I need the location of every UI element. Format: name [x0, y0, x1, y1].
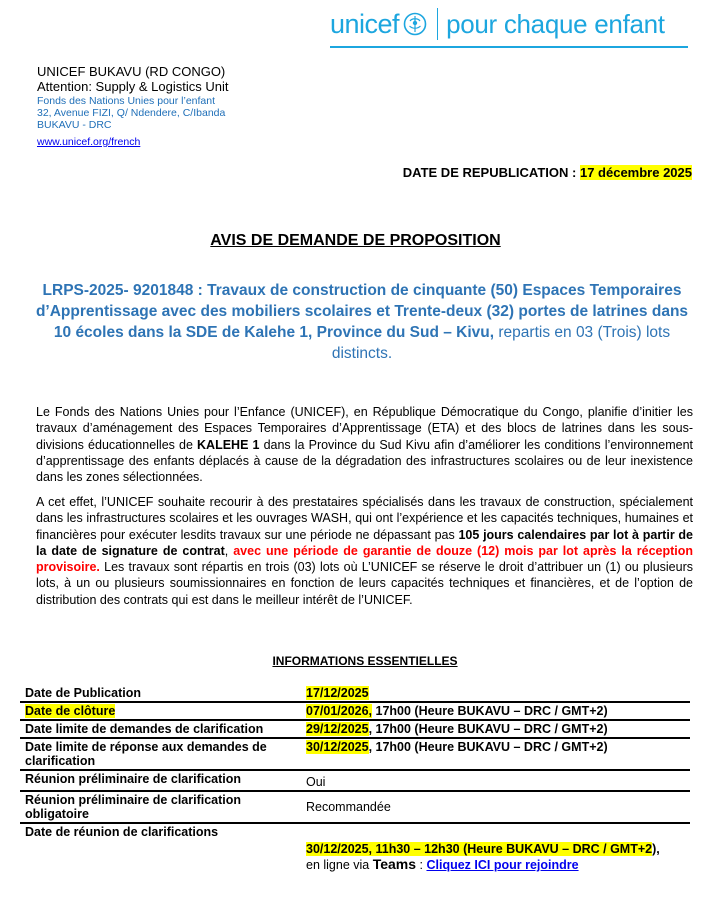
clarification-request-time: , 17h00 (Heure BUKAVU – DRC / GMT+2) [368, 722, 608, 736]
table-row [20, 720, 690, 738]
table-row [20, 702, 690, 720]
row-label: Date de réunion de clarifications [25, 825, 219, 839]
join-meeting-link[interactable]: Cliquez ICI pour rejoindre [426, 858, 579, 872]
row-label [20, 702, 301, 720]
row-value: Recommandée [301, 791, 690, 823]
table-row [20, 685, 690, 702]
republication-date-value: 17 décembre 2025 [579, 165, 692, 180]
reference-normal: repartis en 03 (Trois) lots distincts. [331, 323, 671, 362]
row-value [301, 685, 690, 702]
teams-label: Teams [372, 856, 417, 872]
row-label: Date limite de demandes de clarification [20, 720, 301, 738]
logo-tagline: pour chaque enfant [446, 8, 665, 39]
closing-date-label: Date de clôture [25, 704, 116, 718]
separator-text: : [416, 858, 427, 872]
header-rule [330, 46, 688, 48]
row-label: Réunion préliminaire de clarification obligatoire [20, 791, 301, 823]
clarification-response-time: , 17h00 (Heure BUKAVU – DRC / GMT+2) [368, 740, 608, 754]
publication-date: 17/12/2025 [306, 686, 369, 700]
info-table [20, 685, 690, 873]
table-row [20, 770, 690, 791]
table-row [20, 791, 690, 823]
scope-paragraph [36, 494, 693, 608]
table-row [20, 823, 690, 873]
closing-time: 17h00 (Heure BUKAVU – DRC / GMT+2) [372, 704, 608, 718]
clarification-response-date: 30/12/2025 [306, 740, 369, 754]
p2-text-3: Les travaux sont répartis en trois (03) lots où L’UNICEF se réserve le droit d’attribuer un (1) ou plusieurs lots, à un ou plusieurs soumissionnaires en fonction de leurs capacités techniques et financières, et de l’option de distribution des contrats qui est dans le meilleur intérêt de l’UNICEF. [36, 560, 693, 607]
row-label: Date de Publication [20, 685, 301, 702]
p1-bold: KALEHE 1 [197, 437, 260, 452]
unicef-globe-icon [403, 12, 427, 36]
address-line-1: UNICEF BUKAVU (RD CONGO) [37, 64, 226, 79]
clarification-meeting-suffix: ), [652, 842, 660, 856]
info-section-title: INFORMATIONS ESSENTIELLES [272, 654, 458, 668]
reference-bold: LRPS-2025- 9201848 : Travaux de construction de cinquante (50) Espaces Temporaires d’Apprentissage avec des mobiliers scolaires et Trente-deux (32) portes de latrines dans 10 écoles dans la SDE de Kalehe 1, Province du Sud – Kivu, [35, 282, 689, 341]
p2-text-2: , [224, 543, 234, 558]
p2-warranty-text: avec une période de garantie de douze (12) mois par lot après la réception provisoire. [36, 543, 694, 574]
address-line-2: Attention: Supply & Logistics Unit [37, 79, 229, 95]
row-value [301, 823, 690, 873]
website-link[interactable]: www.unicef.org/french [37, 135, 141, 148]
logo-wordmark: unicef [330, 8, 400, 39]
p1-text-2: dans la Province du Sud Kivu afin d’améliorer les conditions l’environnement d’apprentissage des enfants déplacés à cause de la dégradation des infrastructures scolaires ou de leur inexistence dans les zones sélectionnées. [36, 437, 693, 484]
row-value [301, 702, 690, 720]
address-block [37, 64, 229, 151]
table-row [20, 738, 690, 770]
row-value [301, 738, 690, 770]
row-label: Réunion préliminaire de clarification [20, 770, 301, 791]
row-value [301, 720, 690, 738]
p2-text-1: A cet effet, l’UNICEF souhaite recourir à des prestataires spécialisés dans les travaux de construction, spécialement dans les infrastructures scolaires et les ouvrages WASH, qui ont l’expérience et les capacités techniques, humaines et financières pour exécuter lesdits travaux sur une période ne dépassant pas [36, 495, 693, 542]
unicef-logo [330, 4, 665, 44]
address-line-4: 32, Avenue FIZI, Q/ Ndendere, C/Ibanda [37, 107, 226, 120]
closing-date: 07/01/2026, [306, 704, 373, 718]
reference-heading [28, 281, 696, 365]
clarification-meeting-date: 30/12/2025, 11h30 – 12h30 (Heure BUKAVU – DRC / GMT+2 [306, 842, 653, 856]
logo-separator [437, 8, 438, 40]
address-line-5: BUKAVU - DRC [37, 119, 112, 132]
online-via-text: en ligne via [306, 858, 373, 872]
intro-paragraph [36, 404, 693, 485]
document-title: AVIS DE DEMANDE DE PROPOSITION [210, 232, 501, 249]
republication-date [403, 165, 692, 180]
republication-label: DATE DE REPUBLICATION : [402, 165, 577, 180]
clarification-request-date: 29/12/2025 [306, 722, 369, 736]
row-label: Date limite de réponse aux demandes de clarification [20, 738, 301, 770]
row-value: Oui [301, 770, 690, 791]
p1-text-1: Le Fonds des Nations Unies pour l’Enfance (UNICEF), en République Démocratique du Congo, planifie d’initier les travaux d’aménagement des Espaces Temporaires d’Apprentissage (ETA) et des blocs de latrines dans les sous-divisions éducationnelles de [36, 405, 693, 452]
address-line-3: Fonds des Nations Unies pour l’enfant [37, 94, 216, 107]
p2-bold: 105 jours calendaires par lot à partir de la date de signature de contrat [36, 527, 693, 558]
